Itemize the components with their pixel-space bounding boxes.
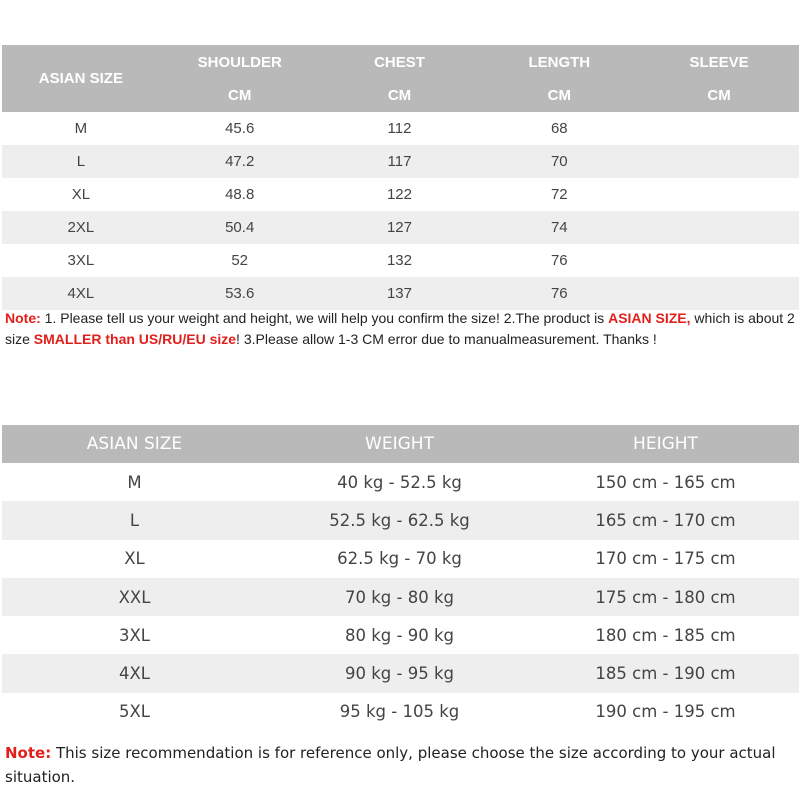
cell-height: 180 cm - 185 cm — [595, 625, 736, 645]
note-text: ! 3.Please allow 1-3 CM error due to manualmeasurement. Thanks ! — [236, 331, 657, 347]
header-shoulder — [160, 45, 320, 112]
note-highlight: SMALLER than US/RU/EU size — [33, 331, 237, 347]
cell-chest: 127 — [386, 219, 412, 236]
table-row — [2, 112, 799, 145]
cell-chest: 132 — [386, 252, 412, 269]
table-header — [2, 425, 799, 463]
header-label: LENGTH — [528, 54, 591, 71]
cell-size: M — [74, 120, 88, 137]
cell-size: XL — [71, 186, 91, 203]
header-weight: WEIGHT — [365, 434, 434, 454]
reference-note — [5, 741, 795, 789]
table-row — [2, 501, 799, 539]
cell-size: L — [129, 510, 140, 530]
cell-size: XL — [124, 549, 145, 569]
header-asian-size: ASIAN SIZE — [38, 70, 123, 87]
table-row — [2, 578, 799, 616]
table-row — [2, 616, 799, 654]
cell-size: XXL — [118, 587, 151, 607]
cell-length: 76 — [550, 252, 568, 269]
cell-size: 4XL — [67, 285, 95, 302]
cell-shoulder: 53.6 — [225, 285, 255, 302]
cell-size: 4XL — [119, 664, 150, 684]
cell-shoulder: 47.2 — [225, 153, 255, 170]
size-measurement-table — [2, 45, 799, 310]
header-height: HEIGHT — [633, 434, 698, 454]
cell-weight: 90 kg - 95 kg — [345, 664, 454, 684]
table-row — [2, 654, 799, 692]
cell-chest: 122 — [386, 186, 412, 203]
cell-size: 3XL — [119, 625, 150, 645]
cell-height: 170 cm - 175 cm — [595, 549, 736, 569]
cell-shoulder: 45.6 — [225, 120, 255, 137]
note-text: which is about 2 size — [5, 310, 795, 347]
table-row — [2, 463, 799, 501]
note-text: This size recommendation is for reference only, please choose the size according to your actual situation. — [5, 744, 776, 786]
header-label: SHOULDER — [197, 54, 282, 71]
cell-chest: 117 — [387, 153, 412, 170]
cell-weight: 52.5 kg - 62.5 kg — [329, 510, 470, 530]
size-note — [5, 308, 795, 350]
cell-height: 150 cm - 165 cm — [595, 472, 736, 492]
header-chest — [320, 45, 480, 112]
cell-height: 190 cm - 195 cm — [595, 702, 736, 722]
note-label: Note: — [5, 744, 52, 762]
cell-size: 5XL — [119, 702, 150, 722]
cell-size: 2XL — [67, 219, 95, 236]
cell-length: 70 — [550, 153, 568, 170]
table-row — [2, 211, 799, 244]
note-highlight: ASIAN SIZE, — [608, 310, 691, 326]
table-row — [2, 693, 799, 731]
table-row — [2, 178, 799, 211]
note-label: Note: — [5, 310, 41, 326]
header-asian-size: ASIAN SIZE — [86, 434, 183, 454]
cell-weight: 80 kg - 90 kg — [345, 625, 454, 645]
header-unit: CM — [387, 87, 412, 104]
table-row — [2, 540, 799, 578]
cell-size: 3XL — [67, 252, 95, 269]
cell-chest: 112 — [387, 120, 412, 137]
table-row — [2, 277, 799, 310]
table-row — [2, 145, 799, 178]
header-label: SLEEVE — [689, 54, 749, 71]
cell-size: L — [76, 153, 86, 170]
note-text: 1. Please tell us your weight and height, we will help you confirm the size! 2.The product is — [40, 310, 609, 326]
cell-length: 76 — [550, 285, 568, 302]
cell-weight: 62.5 kg - 70 kg — [337, 549, 462, 569]
cell-weight: 40 kg - 52.5 kg — [337, 472, 462, 492]
cell-shoulder: 48.8 — [225, 186, 255, 203]
cell-shoulder: 52 — [231, 252, 249, 269]
header-unit: CM — [547, 87, 571, 104]
cell-weight: 95 kg - 105 kg — [339, 702, 460, 722]
size-recommendation-table — [2, 425, 799, 731]
cell-length: 68 — [550, 120, 568, 137]
header-length — [479, 45, 639, 112]
table-header — [2, 45, 799, 112]
header-unit: CM — [707, 87, 731, 104]
cell-shoulder: 50.4 — [225, 219, 255, 236]
cell-height: 165 cm - 170 cm — [595, 510, 736, 530]
cell-length: 72 — [550, 186, 568, 203]
table-row — [2, 244, 799, 277]
header-unit: CM — [228, 87, 252, 104]
cell-chest: 137 — [386, 285, 412, 302]
cell-size: M — [127, 472, 142, 492]
cell-height: 185 cm - 190 cm — [595, 664, 736, 684]
cell-length: 74 — [550, 219, 568, 236]
cell-height: 175 cm - 180 cm — [595, 587, 736, 607]
cell-weight: 70 kg - 80 kg — [345, 587, 454, 607]
header-label: CHEST — [374, 54, 425, 71]
header-sleeve — [639, 45, 799, 112]
